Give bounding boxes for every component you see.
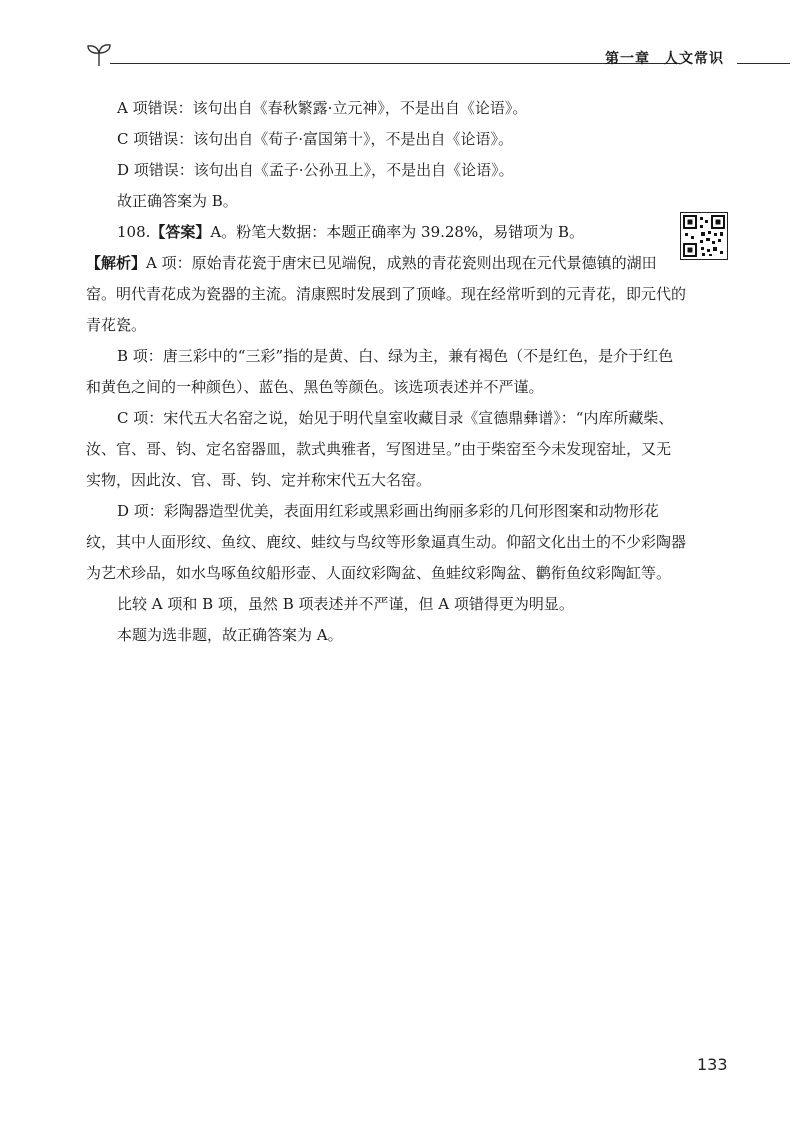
page-number: 133	[697, 1055, 728, 1074]
analysis-d: D 项：彩陶器造型优美，表面用红彩或黑彩画出绚丽多彩的几何形图案和动物形花纹，其中人面形纹、鱼纹、鹿纹、蛙纹与鸟纹等形象逼真生动。仰韶文化出土的不少彩陶器为艺术珍品，如水鸟啄鱼纹船形壶、人面纹彩陶盆、鱼蛙纹彩陶盆、鹳衔鱼纹彩陶缸等。	[86, 502, 687, 582]
page-body	[86, 93, 686, 651]
analysis-a-text: A 项：原始青花瓷于唐宋已见端倪，成熟的青花瓷则出现在元代景德镇的湖田窑。明代青花成为瓷器的主流。清康熙时发展到了顶峰。现在经常听到的元青花，即元代的青花瓷。	[86, 254, 687, 334]
chapter-heading	[605, 48, 724, 68]
running-header	[85, 40, 790, 80]
question-108-answer	[86, 217, 686, 248]
analysis-tag: 【解析】	[86, 254, 147, 272]
sprout-icon	[85, 42, 113, 68]
analysis-compare: 比较 A 项和 B 项，虽然 B 项表述并不严谨，但 A 项错得更为明显。	[117, 595, 574, 613]
answer-text: A。粉笔大数据：本题正确率为 39.28%，易错项为 B。	[210, 223, 585, 241]
answer-tag: 【答案】	[150, 223, 211, 241]
chapter-title: 人文常识	[664, 51, 724, 67]
header-rule-left	[110, 63, 680, 64]
analysis-b: B 项：唐三彩中的“三彩”指的是黄、白、绿为主，兼有褐色（不是红色，是介于红色和黄色之间的一种颜色）、蓝色、黑色等颜色。该选项表述并不严谨。	[86, 347, 674, 396]
analysis-final: 本题为选非题，故正确答案为 A。	[117, 626, 343, 644]
qr-code-icon[interactable]	[680, 212, 728, 260]
analysis-c: C 项：宋代五大名窑之说，始见于明代皇室收藏目录《宣德鼎彝谱》：“内库所藏柴、汝、官、哥、钧、定名窑器皿，款式典雅者，写图进呈。”由于柴窑至今未发现窑址，又无实物，因此汝、官、哥、钧、定并称宋代五大名窑。	[86, 409, 674, 489]
paragraph-c-wrong: C 项错误：该句出自《荀子·富国第十》，不是出自《论语》。	[117, 130, 514, 148]
header-rule-right	[737, 63, 790, 64]
chapter-number: 第一章	[605, 51, 650, 67]
paragraph-a-wrong: A 项错误：该句出自《春秋繁露·立元神》，不是出自《论语》。	[117, 99, 528, 117]
question-number: 108.	[117, 223, 151, 241]
analysis-a	[86, 248, 686, 341]
paragraph-conclusion: 故正确答案为 B。	[117, 192, 238, 210]
paragraph-d-wrong: D 项错误：该句出自《孟子·公孙丑上》，不是出自《论语》。	[117, 161, 514, 179]
